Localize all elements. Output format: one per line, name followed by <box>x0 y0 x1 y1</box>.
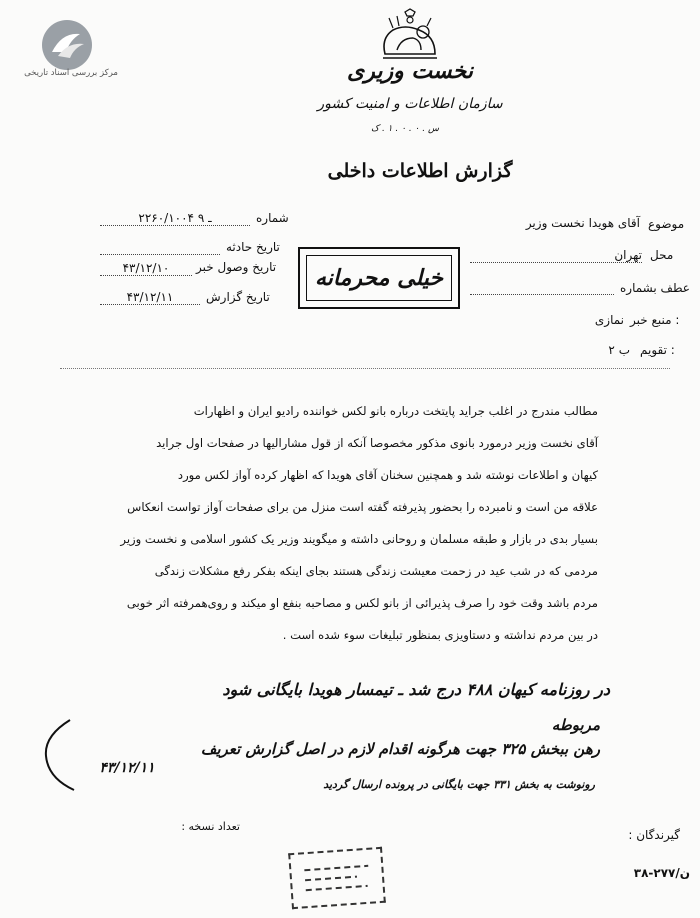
copies-label: تعداد نسخه : <box>181 820 240 833</box>
report-body <box>58 395 598 651</box>
page-title: گزارش اطلاعات داخلی <box>327 160 513 182</box>
organization-heading: سازمان اطلاعات و امنیت کشور <box>317 96 503 112</box>
event-date-label: تاریخ حادثه <box>226 240 280 254</box>
reference-label: عطف بشماره <box>620 281 690 295</box>
body-line: علاقه من است و نامبرده را بحضور پذیرفته گفته است منزل من برای صفحات آواز تواست انعکاس <box>127 500 598 514</box>
receipt-stamp-icon <box>288 847 386 909</box>
receipt-date-value: ۴۳/۱۲/۱۰ <box>100 261 192 276</box>
report-date-value: ۴۳/۱۲/۱۱ <box>100 290 200 305</box>
source-label: منبع خبر : <box>630 313 680 327</box>
watermark-text: مرکز بررسی اسناد تاریخی <box>24 68 118 78</box>
archive-center-logo-icon <box>40 18 94 72</box>
bracket-icon <box>30 716 90 796</box>
handwritten-note-2: مربوطه <box>551 716 600 734</box>
footer-code: ۳۸-۲۷۷/ن <box>633 866 690 880</box>
receivers-label: گیرندگان : <box>628 828 680 842</box>
handwritten-note-4: رونوشت به بخش ۳۳۱ جهت بایگانی در پرونده ارسال گردید <box>323 778 595 791</box>
handwritten-note-3: رهن ببخش ۳۲۵ جهت هرگونه اقدام لازم در اصل گزارش تعریف <box>200 740 600 758</box>
body-line: مطالب مندرج در اغلب جراید پایتخت درباره بانو لکس خواننده رادیو ایران و اظهارات <box>193 404 598 418</box>
document-code: س . ۰ . ۰ . ۱ . ک <box>371 124 439 134</box>
report-date-label: تاریخ گزارش <box>206 290 270 304</box>
classification-stamp <box>298 247 460 309</box>
source-value: نمازی <box>594 313 624 327</box>
body-line: کیهان و اطلاعات نوشته شد و همچنین سخنان آقای هویدا که اظهار کرده آواز لکس مورد <box>177 468 598 482</box>
subject-value: آقای هویدا نخست وزیر <box>525 216 640 230</box>
calendar-value: ب ۲ <box>608 343 630 357</box>
calendar-label: تقویم : <box>640 343 675 357</box>
body-line: در بین مردم نداشته و دستاویزی بمنظور تبلیغات سوء شده است . <box>282 628 598 642</box>
body-line: مردم باشد وقت خود را صرف پذیرائی از بانو لکس و مصاحبه بنفع او میکند و روی‌همرفته اثر خوبی <box>126 596 598 610</box>
divider <box>60 368 670 369</box>
subject-label: موضوع <box>648 217 685 231</box>
body-line: آقای نخست وزیر درمورد بانوی مذکور مخصوصا آنکه از قول مشارالیها در صفحات اول جراید <box>156 436 598 450</box>
lion-and-sun-emblem-icon <box>375 8 445 64</box>
receipt-date-label: تاریخ وصول خبر <box>196 260 277 274</box>
office-heading: نخست وزیری <box>347 58 473 84</box>
reference-dots <box>470 294 614 295</box>
place-value: تهران <box>470 248 642 263</box>
place-label: محل <box>650 248 674 262</box>
body-line: بسیار بدی در بازار و طبقه مسلمان و روحانی داشته و میگویند وزیر یک کشور اسلامی و نخست وزیر <box>120 532 598 546</box>
handwritten-date: ۴۳/۱۲/۱۱ <box>99 760 155 776</box>
classification-text: خیلی محرمانه <box>306 255 452 301</box>
number-label: شماره <box>256 211 289 225</box>
body-line: مردمی که در شب عید در زحمت معیشت زندگی هستند بجای اینکه بفکر رفع مشکلات زندگی <box>154 564 598 578</box>
handwritten-note-1: در روزنامه کیهان ۴۸۸ درج شد ـ تیمسار هویدا بایگانی شود <box>222 680 610 699</box>
number-value: ۲۲۶۰/۱۰۰۴ ـ ۹ <box>100 211 250 226</box>
event-date-dots <box>100 254 220 255</box>
